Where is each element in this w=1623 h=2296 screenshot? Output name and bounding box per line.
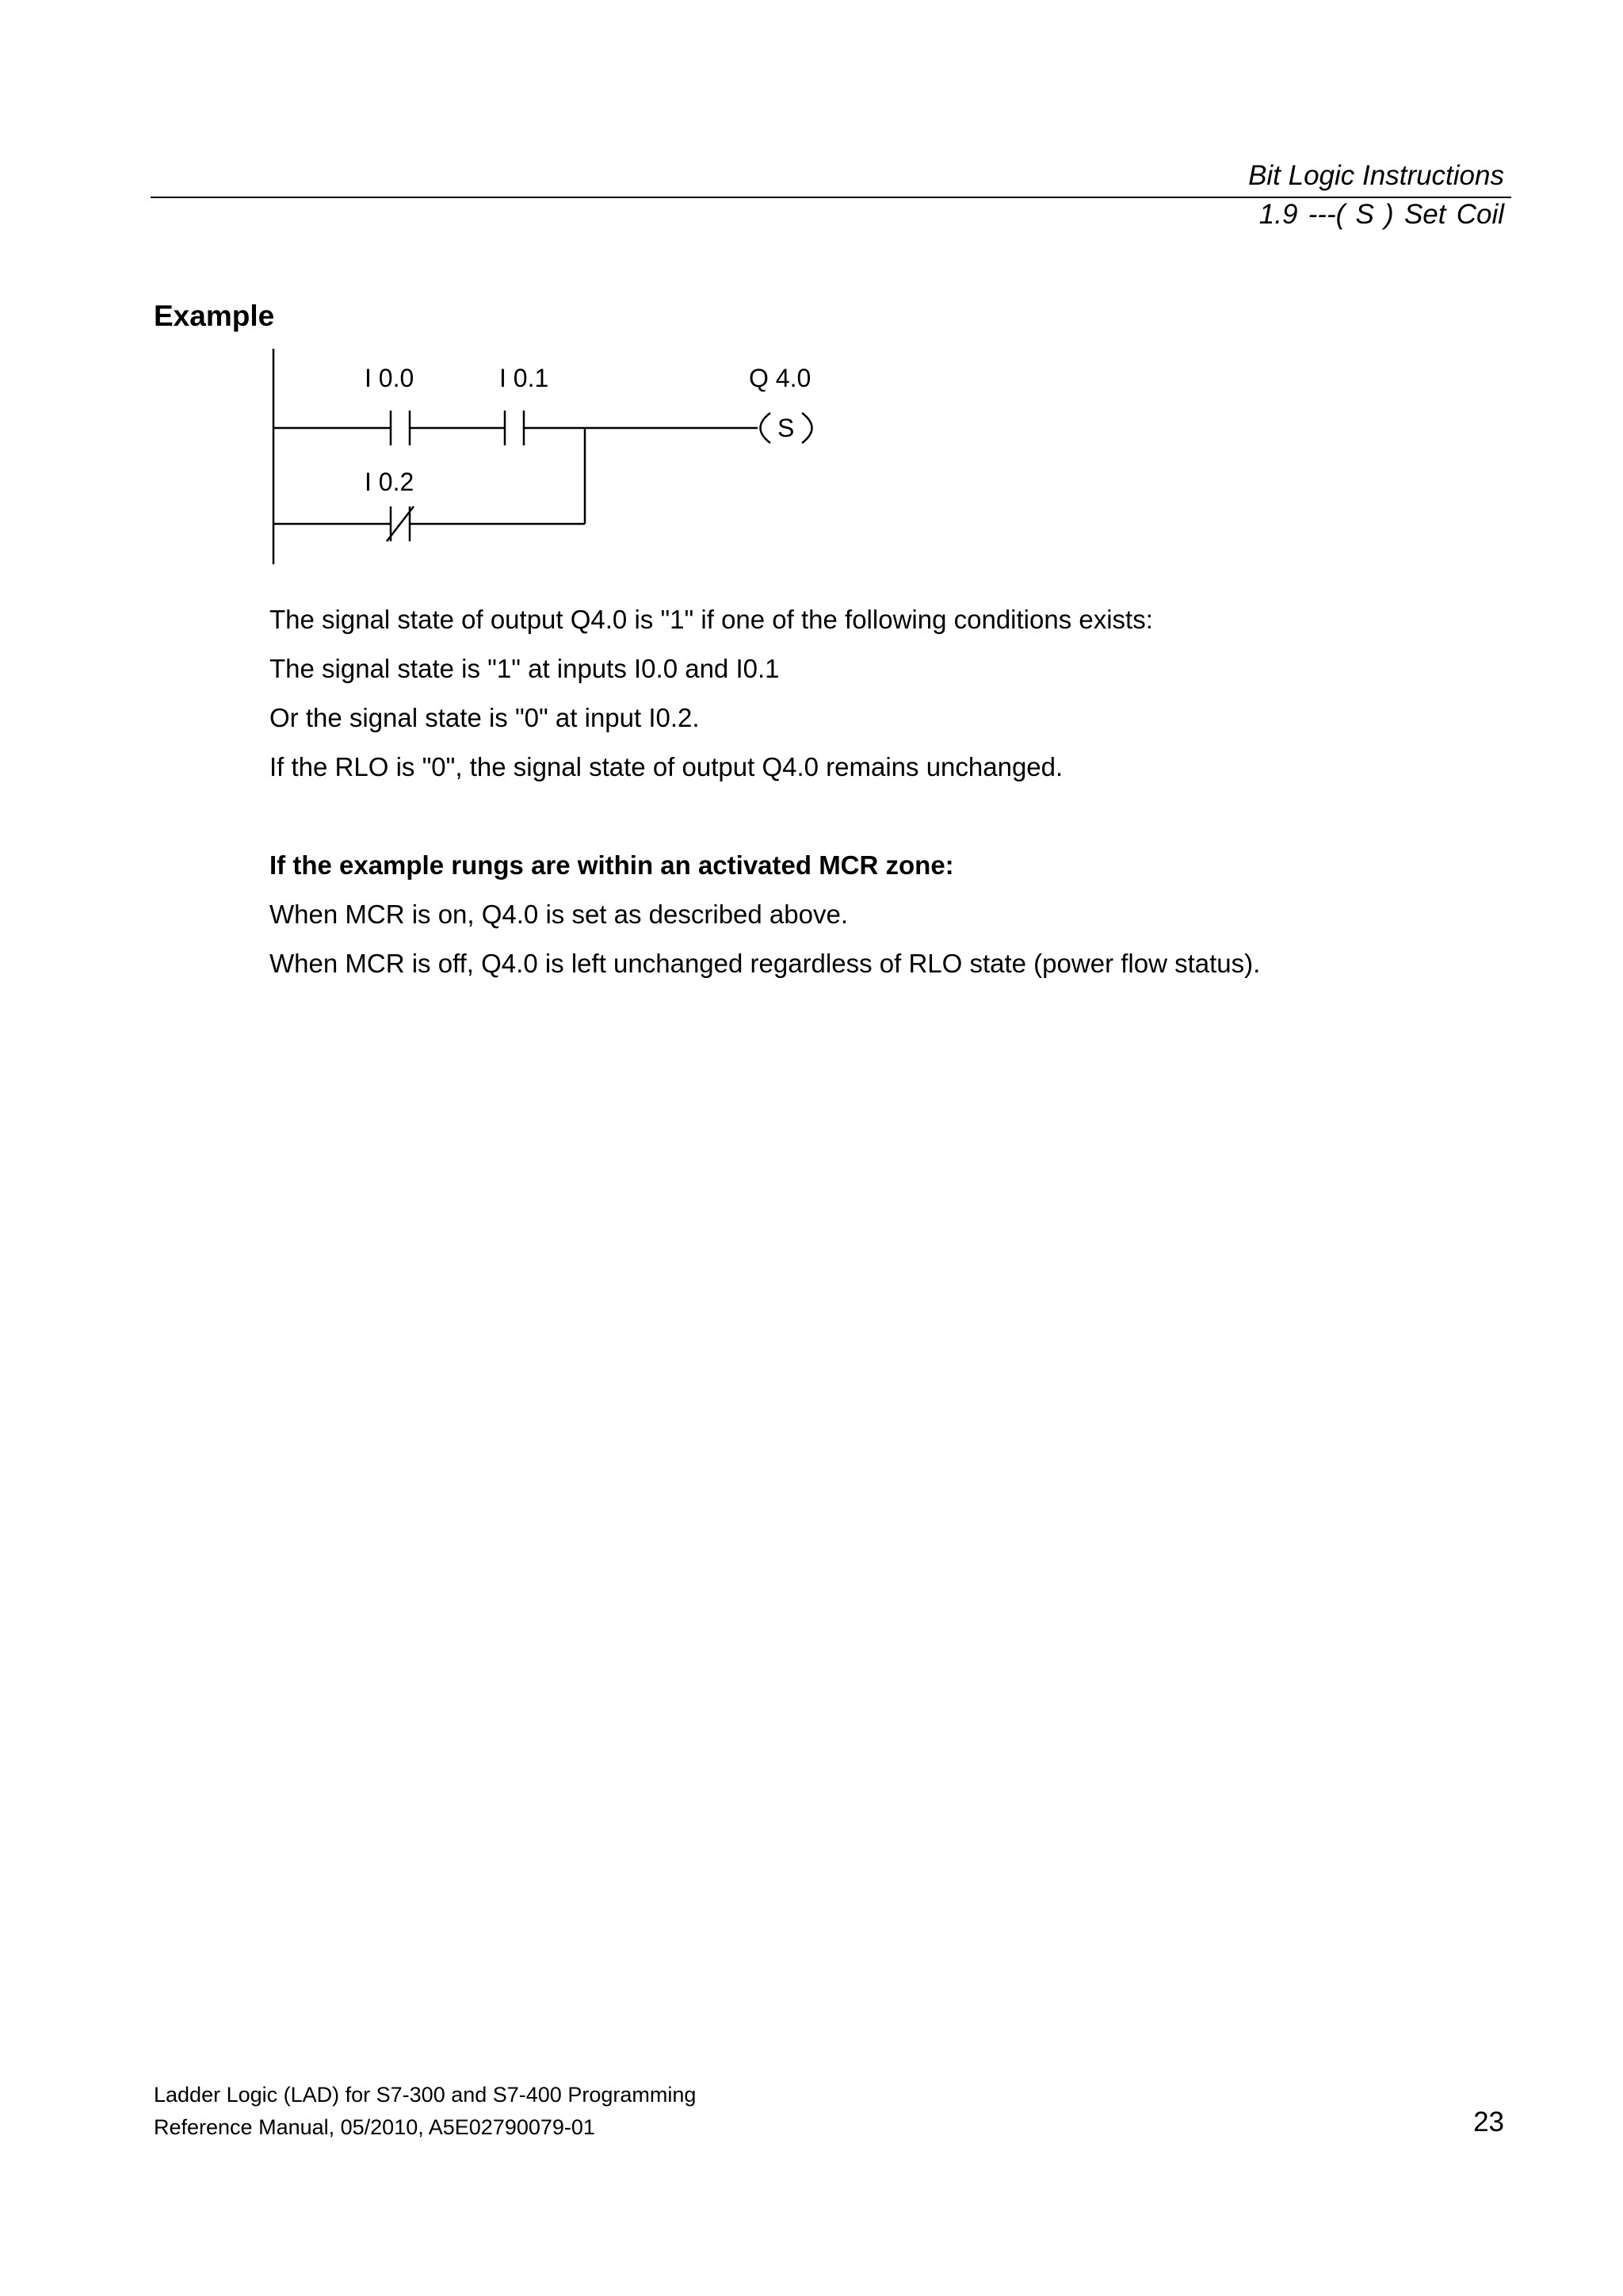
page-number: 23 [1473,2107,1504,2137]
body-text [269,602,1553,995]
example-heading: Example [154,300,275,332]
contact-1-label: I 0.0 [365,364,414,392]
coil-label: Q 4.0 [749,364,812,392]
mcr-off-text: When MCR is off, Q4.0 is left unchanged regardless of RLO state (power flow status). [269,949,1261,978]
header-title: Bit Logic Instructions [1248,160,1504,191]
condition-2-text: Or the signal state is "0" at input I0.2. [269,703,700,732]
coil-right-arc [802,413,812,443]
ladder-diagram [0,0,1623,602]
footer-manual-ref: Reference Manual, 05/2010, A5E02790079-01 [154,2115,595,2139]
coil-type-label: S [777,414,795,442]
footer-manual-title: Ladder Logic (LAD) for S7-300 and S7-400 Programming [154,2083,697,2107]
contact-2-label: I 0.1 [499,364,549,392]
coil-left-arc [761,413,771,443]
header-section: 1.9 ---( S ) Set Coil [1258,199,1504,230]
contact-3-label: I 0.2 [365,468,414,496]
intro-text: The signal state of output Q4.0 is "1" if one of the following conditions exists: [269,605,1153,634]
mcr-on-text: When MCR is on, Q4.0 is set as described above. [269,900,848,929]
rlo-note-text: If the RLO is "0", the signal state of output Q4.0 remains unchanged. [269,752,1064,781]
condition-1-text: The signal state is "1" at inputs I0.0 and I0.1 [269,654,780,683]
mcr-heading: If the example rungs are within an activated MCR zone: [269,850,954,880]
